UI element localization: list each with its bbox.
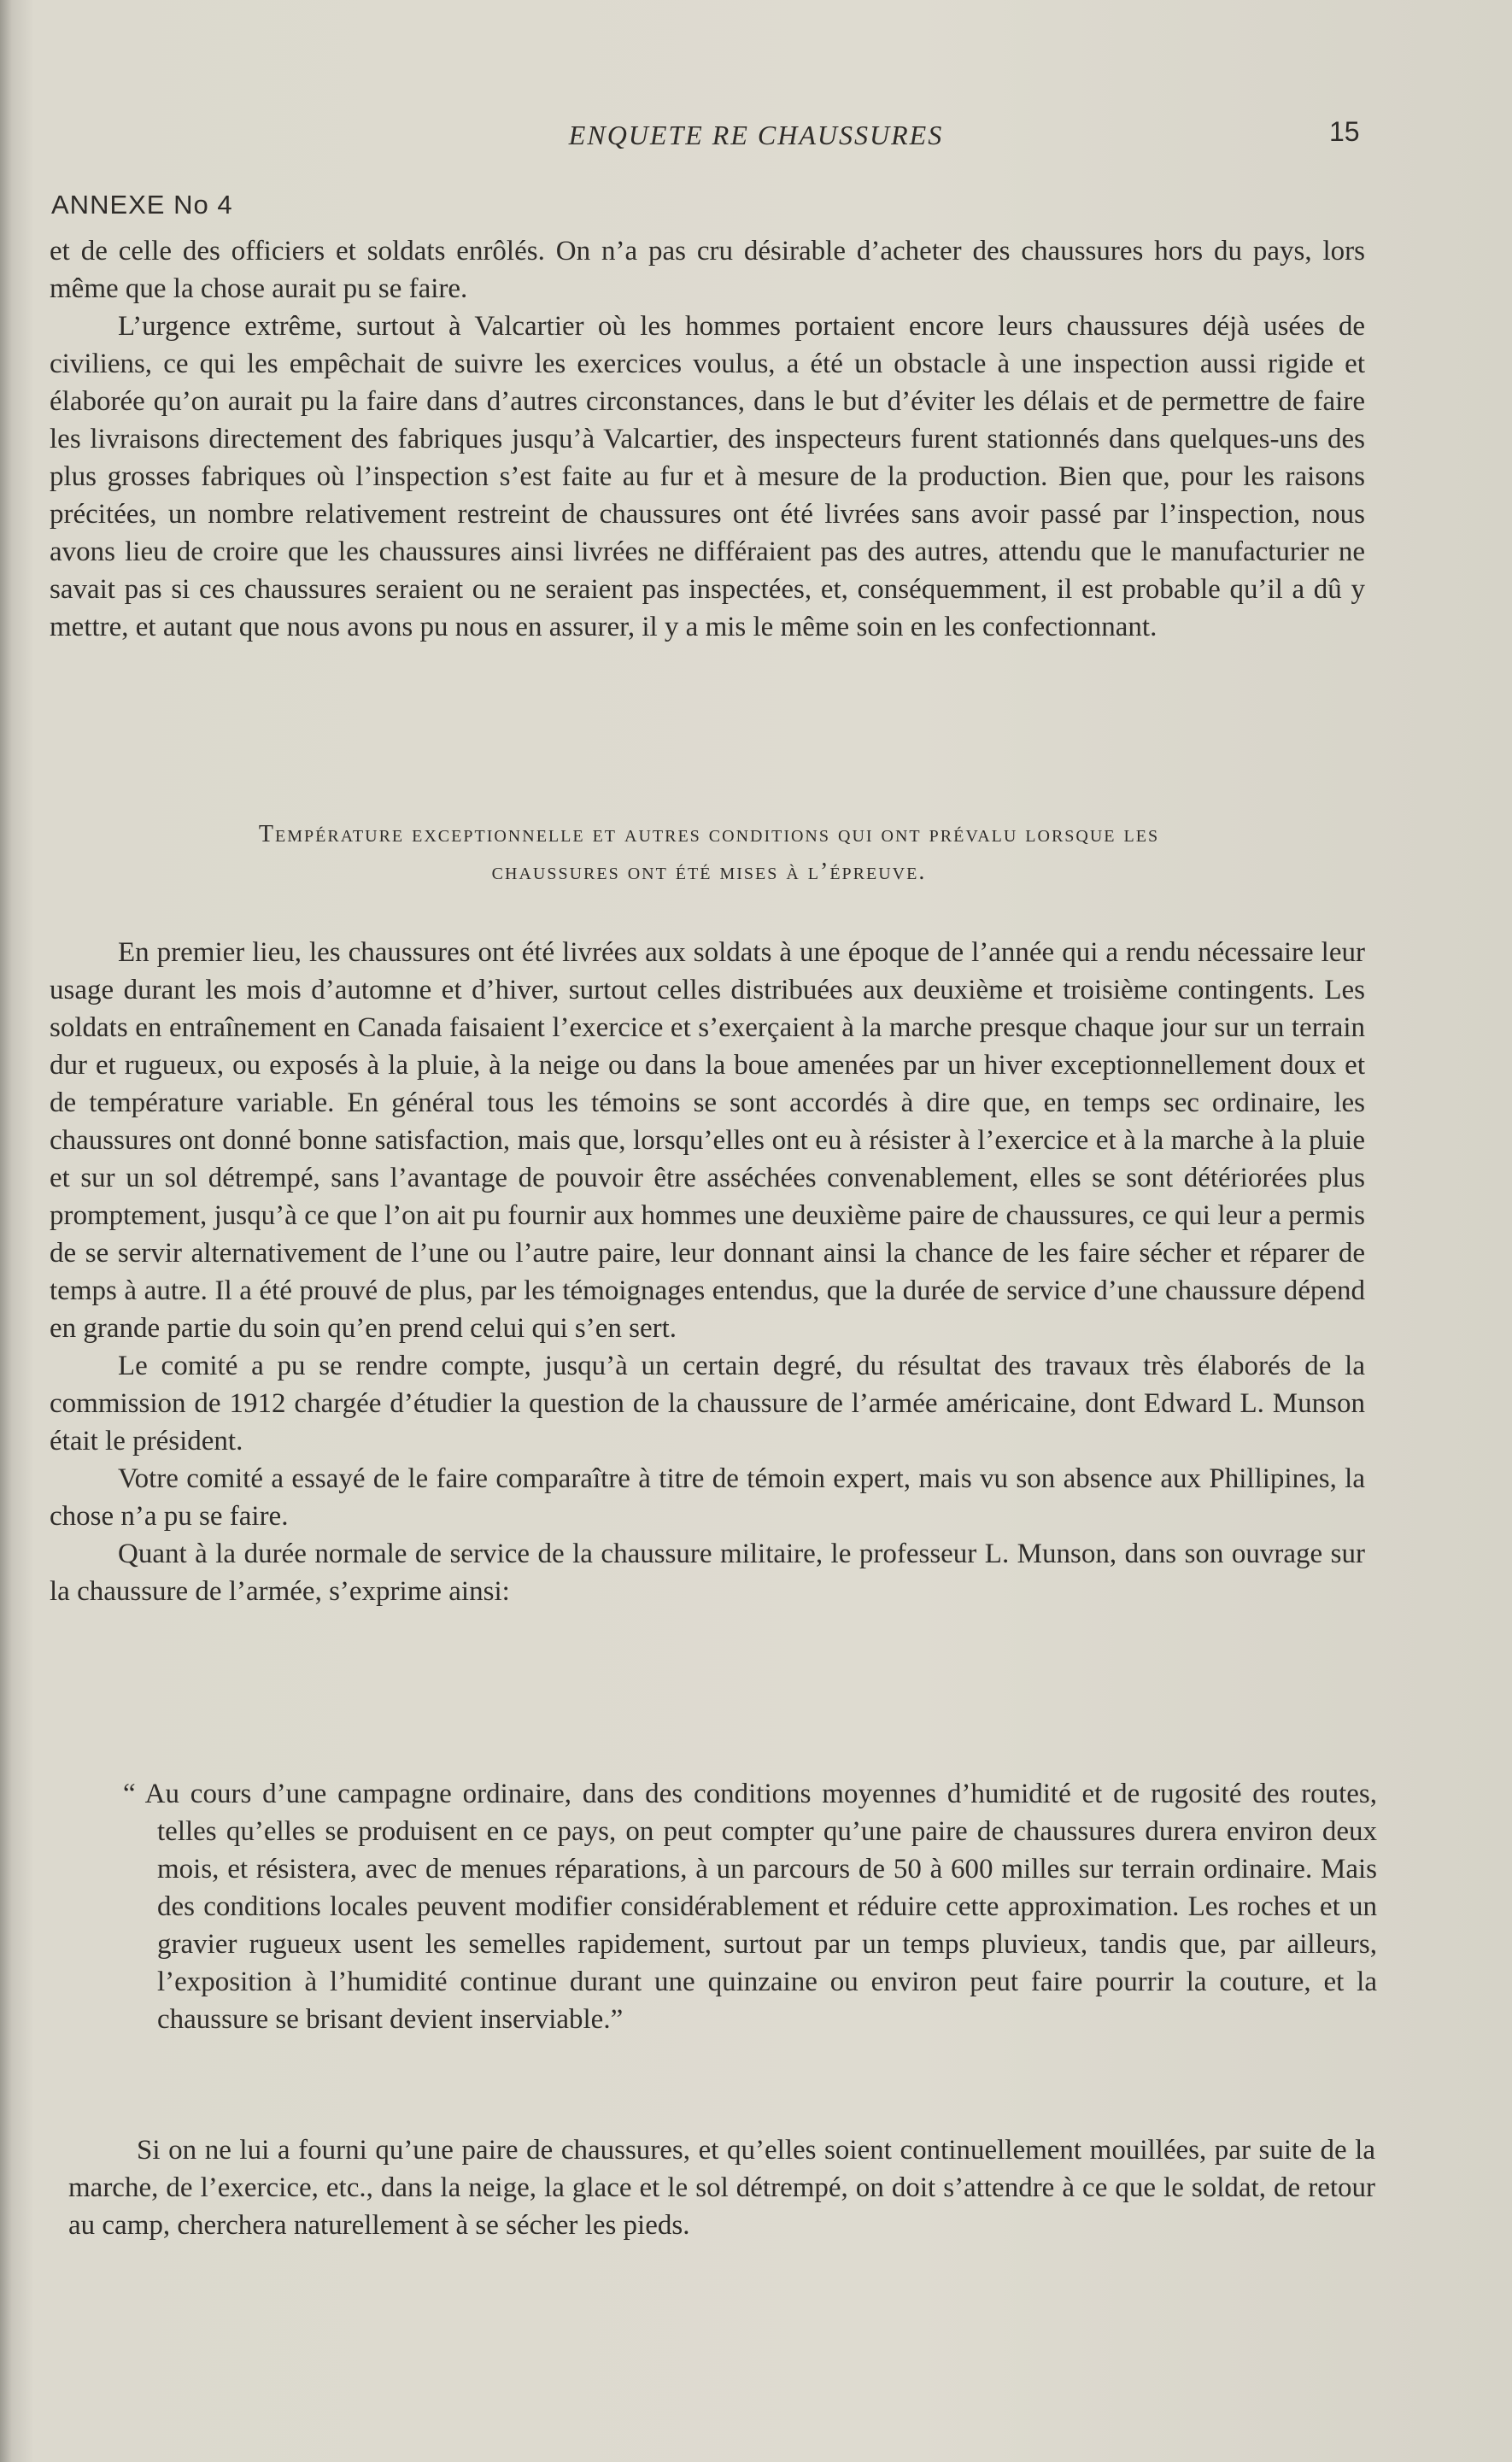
block-quote bbox=[123, 1775, 1377, 2038]
body-block-middle bbox=[50, 934, 1365, 1610]
section-heading-line: Température exceptionnelle et autres conditions qui ont prévalu lorsque les bbox=[258, 821, 1160, 847]
body-block-top bbox=[50, 232, 1365, 646]
paragraph: Le comité a pu se rendre compte, jusqu’à un certain degré, du résultat des travaux très élaborés de la commission de 1912 chargée d’étudier la question de la chaussure de l’armée américaine, dont Edward L. Munson était le président. bbox=[50, 1351, 1365, 1457]
paragraph: Quant à la durée normale de service de la chaussure militaire, le professeur L. Munson, dans son ouvrage sur la chaussure de l’armée, s’exprime ainsi: bbox=[50, 1539, 1365, 1607]
body-block-bottom bbox=[68, 2131, 1375, 2244]
page-number: 15 bbox=[1329, 116, 1360, 147]
annex-label: ANNEXE No 4 bbox=[51, 190, 233, 220]
paragraph: Si on ne lui a fourni qu’une paire de chaussures, et qu’elles soient continuellement mouillées, par suite de la marche, de l’exercice, etc., dans la neige, la glace et le sol détrempé, on doit s’attendre à ce que le soldat, de retour au camp, cherchera naturellement à se sécher les pieds. bbox=[68, 2135, 1375, 2241]
paragraph: et de celle des officiers et soldats enrôlés. On n’a pas cru désirable d’acheter des chaussures hors du pays, lors même que la chose aurait pu se faire. bbox=[50, 236, 1365, 304]
quote-text: “ Au cours d’une campagne ordinaire, dans des conditions moyennes d’humidité et de rugosité des routes, telles qu’elles se produisent en ce pays, on peut compter qu’une paire de chaussures durera environ deux mois, et résistera, avec de menues réparations, à un parcours de 50 à 600 milles sur terrain ordinaire. Mais des conditions locales peuvent modifier considérablement et réduire cette approximation. Les roches et un gravier rugueux usent les semelles rapidement, surtout par un temps pluvieux, tandis que, par ailleurs, l’exposition à l’humidité continue durant une quinzaine ou environ peut faire pourrir la couture, et la chaussure se brisant devient inserviable.” bbox=[123, 1779, 1377, 2035]
paragraph: Votre comité a essayé de le faire comparaître à titre de témoin expert, mais vu son absence aux Phillipines, la chose n’a pu se faire. bbox=[50, 1463, 1365, 1532]
paragraph: L’urgence extrême, surtout à Valcartier où les hommes portaient encore leurs chaussures déjà usées de civiliens, ce qui les empêchait de suivre les exercices voulus, a été un obstacle à une inspection aussi rigide et élaborée qu’on aurait pu la faire dans d’autres circonstances, dans le but d’éviter les délais et de permettre de faire les livraisons directement des fabriques jusqu’à Valcartier, des inspecteurs furent stationnés dans quelques-uns des plus grosses fabriques où l’inspection s’est faite au fur et à mesure de la production. Bien que, pour les raisons précitées, un nombre relativement restreint de chaussures ont été livrées sans avoir passé par l’inspection, nous avons lieu de croire que les chaussures ainsi livrées ne différaient pas des autres, attendu que le manufacturier ne savait pas si ces chaussures seraient ou ne seraient pas inspectées, et, conséquemment, il est probable qu’il a dû y mettre, et autant que nous avons pu nous en assurer, il y a mis le même soin en les confectionnant. bbox=[50, 311, 1365, 642]
running-title: ENQUETE RE CHAUSSURES bbox=[568, 120, 944, 150]
paragraph: En premier lieu, les chaussures ont été livrées aux soldats à une époque de l’année qui a rendu nécessaire leur usage durant les mois d’automne et d’hiver, surtout celles distribuées aux deuxième et troisième contingents. Les soldats en entraînement en Canada faisaient l’exercice et s’exerçaient à la marche presque chaque jour sur un terrain dur et rugueux, ou exposés à la pluie, à la neige ou dans la boue amenées par un hiver exceptionnellement doux et de température variable. En général tous les témoins se sont accordés à dire que, en temps sec ordinaire, les chaussures ont donné bonne satisfaction, mais que, lorsqu’elles ont eu à résister à l’exercice et à la marche à la pluie et sur un sol détrempé, sans l’avantage de pouvoir être asséchées convenablement, elles se sont détériorées plus promptement, jusqu’à ce que l’on ait pu fournir aux hommes une deuxième paire de chaussures, ce qui leur a permis de se servir alternativement de l’une ou l’autre paire, leur donnant ainsi la chance de les faire sécher et réparer de temps à autre. Il a été prouvé de plus, par les témoignages entendus, que la durée de service d’une chaussure dépend en grande partie du soin qu’en prend celui qui s’en sert. bbox=[50, 937, 1365, 1344]
section-heading bbox=[68, 816, 1350, 891]
section-heading-line: chaussures ont été mises à l’épreuve. bbox=[491, 859, 927, 885]
